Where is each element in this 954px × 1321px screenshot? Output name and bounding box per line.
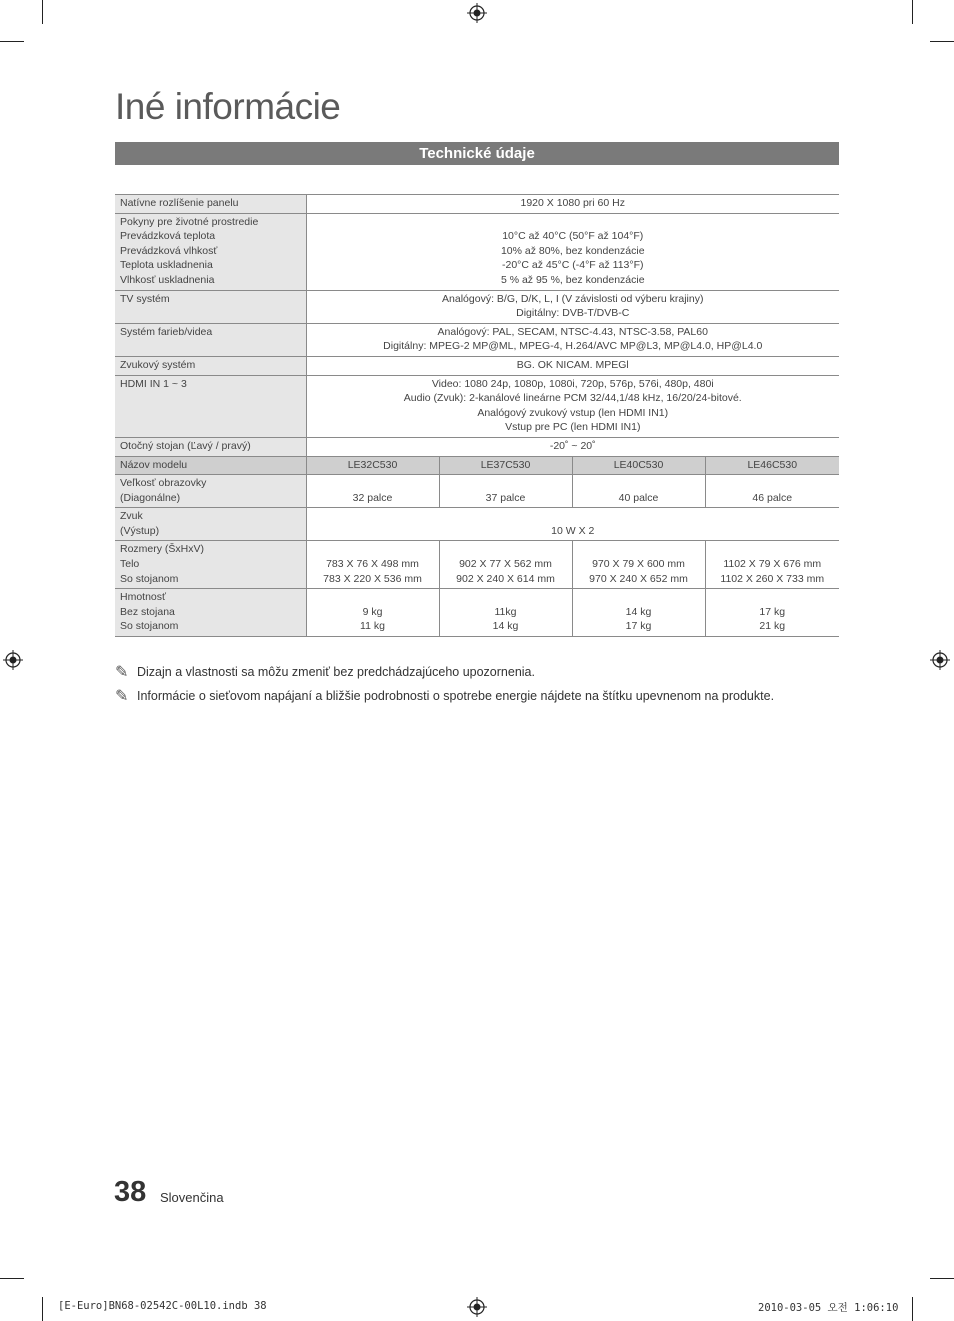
cell-value: 11kg 14 kg (439, 589, 572, 637)
model-name: LE46C530 (705, 456, 839, 475)
row-value: Video: 1080 24p, 1080p, 1080i, 720p, 576p, 576i, 480p, 480i Audio (Zvuk): 2-kanálové lineárne PCM 32/44,1/48 kHz, 16/20/24-bitové. Analógový zvukový vstup (len HDMI IN1) Vstup pre PC (len HDMI IN1) (306, 375, 839, 437)
note-text: Informácie o sieťovom napájaní a bližšie podrobnosti o spotrebe energie nájdete na štítku upevnenom na produkte. (137, 689, 775, 703)
cell-value: 970 X 79 X 600 mm 970 X 240 X 652 mm (572, 541, 705, 589)
row-label: Pokyny pre životné prostredie Prevádzková teplota Prevádzková vlhkosť Teplota uskladnenia Vlhkosť uskladnenia (115, 213, 306, 290)
cell-value: 40 palce (572, 475, 705, 508)
row-label: HDMI IN 1 ~ 3 (115, 375, 306, 437)
pencil-note-icon: ✎ (115, 688, 129, 705)
footer-language: Slovenčina (160, 1190, 224, 1205)
model-name: LE32C530 (306, 456, 439, 475)
row-label: Systém farieb/videa (115, 323, 306, 356)
table-row (115, 375, 839, 437)
row-value: 1920 X 1080 pri 60 Hz (306, 195, 839, 214)
cell-value: 1102 X 79 X 676 mm 1102 X 260 X 733 mm (705, 541, 839, 589)
row-value: Analógový: PAL, SECAM, NTSC-4.43, NTSC-3.58, PAL60 Digitálny: MPEG-2 MP@ML, MPEG-4, H.264/AVC MP@L3, MP@L4.0, HP@L4.0 (306, 323, 839, 356)
cell-value: 46 palce (705, 475, 839, 508)
page-number: 38 (114, 1176, 147, 1208)
note-item (115, 660, 855, 684)
section-title: Technické údaje (115, 142, 839, 165)
crop-mark (930, 1278, 954, 1279)
notes (115, 660, 855, 708)
crop-mark (912, 1297, 913, 1321)
crop-mark (930, 41, 954, 42)
page-title: Iné informácie (115, 86, 341, 127)
model-header-row (115, 456, 839, 475)
crop-mark (912, 0, 913, 24)
row-label: Rozmery (ŠxHxV) Telo So stojanom (115, 541, 306, 589)
table-row (115, 541, 839, 589)
cell-value: 9 kg 11 kg (306, 589, 439, 637)
row-label: Veľkosť obrazovky (Diagonálne) (115, 475, 306, 508)
table-row (115, 437, 839, 456)
table-row (115, 475, 839, 508)
print-file-info: [E-Euro]BN68-02542C-00L10.indb 38 (58, 1300, 267, 1312)
registration-mark-icon (3, 650, 23, 670)
note-item (115, 684, 855, 708)
crop-mark (42, 0, 43, 24)
crop-mark (0, 1278, 24, 1279)
cell-value: 783 X 76 X 498 mm 783 X 220 X 536 mm (306, 541, 439, 589)
table-row (115, 356, 839, 375)
cell-value: 37 palce (439, 475, 572, 508)
row-label: Zvukový systém (115, 356, 306, 375)
registration-mark-icon (467, 3, 487, 23)
model-name: LE37C530 (439, 456, 572, 475)
model-name: LE40C530 (572, 456, 705, 475)
pencil-note-icon: ✎ (115, 664, 129, 681)
table-row (115, 508, 839, 541)
table-row (115, 213, 839, 290)
note-text: Dizajn a vlastnosti sa môžu zmeniť bez predchádzajúceho upozornenia. (137, 665, 535, 679)
row-value: BG. OK NICAM. MPEGl (306, 356, 839, 375)
row-value: 10 W X 2 (306, 508, 839, 541)
spec-table (115, 194, 839, 637)
table-row (115, 323, 839, 356)
table-row (115, 195, 839, 214)
row-label: Zvuk (Výstup) (115, 508, 306, 541)
cell-value: 32 palce (306, 475, 439, 508)
print-date-info: 2010-03-05 오전 1:06:10 (758, 1302, 899, 1314)
crop-mark (42, 1297, 43, 1321)
table-row (115, 589, 839, 637)
row-label: Otočný stojan (Ľavý / pravý) (115, 437, 306, 456)
registration-mark-icon (467, 1297, 487, 1317)
cell-value: 902 X 77 X 562 mm 902 X 240 X 614 mm (439, 541, 572, 589)
cell-value: 14 kg 17 kg (572, 589, 705, 637)
row-label: Názov modelu (115, 456, 306, 475)
row-label: Hmotnosť Bez stojana So stojanom (115, 589, 306, 637)
row-value: Analógový: B/G, D/K, L, I (V závislosti od výberu krajiny) Digitálny: DVB-T/DVB-C (306, 290, 839, 323)
table-row (115, 290, 839, 323)
row-label: Natívne rozlíšenie panelu (115, 195, 306, 214)
row-value: 10°C až 40°C (50°F až 104°F) 10% až 80%, bez kondenzácie -20°C až 45°C (-4°F až 113°F) 5 % až 95 %, bez kondenzácie (306, 213, 839, 290)
row-label: TV systém (115, 290, 306, 323)
row-value: -20˚ ~ 20˚ (306, 437, 839, 456)
registration-mark-icon (930, 650, 950, 670)
cell-value: 17 kg 21 kg (705, 589, 839, 637)
crop-mark (0, 41, 24, 42)
